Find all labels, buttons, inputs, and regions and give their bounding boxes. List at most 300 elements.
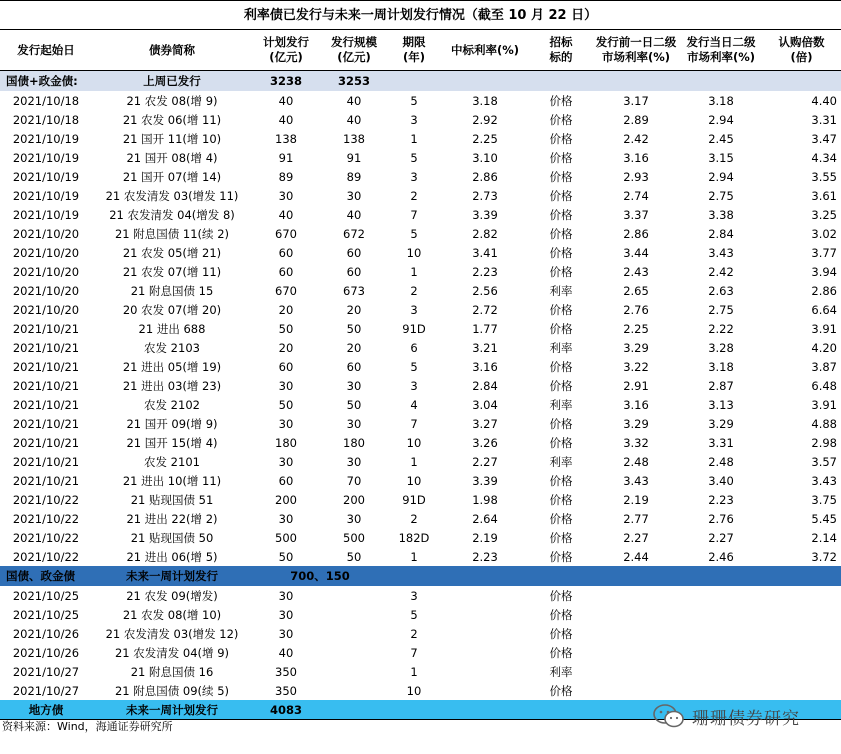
table-cell: 138 bbox=[275, 131, 297, 146]
empty-cell bbox=[680, 624, 762, 643]
table-cell: 21 国开 09(增 9) bbox=[126, 416, 218, 431]
table-cell: 2021/10/25 bbox=[12, 607, 80, 622]
table-cell: 2021/10/21 bbox=[12, 321, 80, 336]
table-cell: 30 bbox=[278, 588, 294, 603]
column-header: 计划发行 (亿元) bbox=[263, 35, 309, 64]
table-row bbox=[0, 586, 841, 605]
table-cell: 3.04 bbox=[472, 397, 498, 412]
table-cell: 21 贴现国债 51 bbox=[130, 492, 214, 507]
table-cell: 40 bbox=[278, 93, 294, 108]
table-cell: 5.45 bbox=[811, 511, 837, 526]
column-header: 发行前一日二级 市场利率(%) bbox=[595, 35, 677, 64]
watermark-text: 珊珊债券研究 bbox=[692, 708, 800, 729]
group-plan-total: 700、150 bbox=[252, 566, 388, 586]
table-cell: 50 bbox=[278, 397, 294, 412]
table-cell: 21 国开 07(增 14) bbox=[122, 169, 222, 184]
table-cell: 2.73 bbox=[472, 188, 498, 203]
table-cell: 21 国开 15(增 4) bbox=[126, 435, 218, 450]
empty-cell bbox=[440, 605, 530, 624]
table-cell: 2.82 bbox=[472, 226, 498, 241]
table-cell: 价格 bbox=[549, 264, 573, 279]
empty-cell bbox=[320, 586, 388, 605]
table-cell: 2.23 bbox=[472, 264, 498, 279]
table-cell: 21 农发 07(增 11) bbox=[122, 264, 222, 279]
table-cell: 农发 2103 bbox=[144, 340, 200, 355]
table-cell: 21 进出 05(增 19) bbox=[122, 359, 222, 374]
table-cell: 3.15 bbox=[708, 150, 734, 165]
table-cell: 2021/10/22 bbox=[12, 549, 80, 564]
empty-cell bbox=[762, 605, 841, 624]
group-sublabel: 未来一周计划发行 bbox=[92, 566, 252, 586]
table-cell: 2021/10/21 bbox=[12, 435, 80, 450]
group-plan-total: 4083 bbox=[252, 700, 320, 720]
table-cell: 2.63 bbox=[708, 283, 734, 298]
table-cell: 2.84 bbox=[708, 226, 734, 241]
table-cell: 2021/10/21 bbox=[12, 397, 80, 412]
table-cell: 2021/10/19 bbox=[12, 169, 80, 184]
table-cell: 40 bbox=[278, 112, 294, 127]
table-cell: 30 bbox=[346, 416, 362, 431]
table-row bbox=[0, 148, 841, 167]
table-cell: 2021/10/18 bbox=[12, 93, 80, 108]
table-cell: 3.16 bbox=[623, 397, 649, 412]
table-cell: 21 附息国债 09(续 5) bbox=[114, 683, 230, 698]
table-cell: 2 bbox=[410, 511, 418, 526]
table-cell: 价格 bbox=[549, 150, 573, 165]
empty-cell bbox=[592, 643, 680, 662]
table-cell: 2021/10/27 bbox=[12, 683, 80, 698]
table-cell: 2.19 bbox=[472, 530, 498, 545]
group-row-planned bbox=[0, 566, 841, 586]
header-row bbox=[0, 30, 841, 71]
empty-cell bbox=[762, 624, 841, 643]
table-cell: 2.27 bbox=[708, 530, 734, 545]
table-cell: 价格 bbox=[549, 416, 573, 431]
table-cell: 3.37 bbox=[623, 207, 649, 222]
empty-cell bbox=[592, 662, 680, 681]
table-cell: 2.19 bbox=[623, 492, 649, 507]
column-header: 债券简称 bbox=[149, 42, 195, 57]
table-cell: 价格 bbox=[549, 321, 573, 336]
table-cell: 2.86 bbox=[811, 283, 837, 298]
table-cell: 60 bbox=[278, 245, 294, 260]
table-cell: 670 bbox=[275, 226, 297, 241]
table-cell: 21 农发 09(增发) bbox=[126, 588, 218, 603]
table-cell: 21 农发 08(增 10) bbox=[122, 607, 222, 622]
table-cell: 3.29 bbox=[708, 416, 734, 431]
empty-cell bbox=[440, 71, 530, 92]
table-cell: 21 农发 08(增 9) bbox=[126, 93, 218, 108]
table-cell: 3.77 bbox=[811, 245, 837, 260]
table-cell: 2021/10/21 bbox=[12, 340, 80, 355]
table-row bbox=[0, 357, 841, 376]
table-cell: 21 贴现国债 50 bbox=[130, 530, 214, 545]
table-cell: 价格 bbox=[549, 683, 573, 698]
table-cell: 价格 bbox=[549, 645, 573, 660]
table-body bbox=[0, 30, 841, 720]
table-cell: 2021/10/20 bbox=[12, 226, 80, 241]
table-row bbox=[0, 643, 841, 662]
table-row bbox=[0, 452, 841, 471]
table-cell: 21 进出 688 bbox=[138, 321, 206, 336]
table-cell: 2.72 bbox=[472, 302, 498, 317]
table-cell: 2.45 bbox=[708, 131, 734, 146]
table-cell: 1.77 bbox=[472, 321, 498, 336]
table-cell: 2021/10/19 bbox=[12, 188, 80, 203]
table-cell: 180 bbox=[275, 435, 297, 450]
table-cell: 4.34 bbox=[811, 150, 837, 165]
table-cell: 2.64 bbox=[472, 511, 498, 526]
table-cell: 30 bbox=[346, 378, 362, 393]
group-label: 地方债 bbox=[0, 700, 92, 720]
table-cell: 2021/10/22 bbox=[12, 492, 80, 507]
table-cell: 利率 bbox=[549, 664, 573, 679]
table-cell: 4.20 bbox=[811, 340, 837, 355]
table-row bbox=[0, 624, 841, 643]
table-cell: 价格 bbox=[549, 607, 573, 622]
table-cell: 5 bbox=[410, 359, 418, 374]
table-cell: 3 bbox=[410, 112, 418, 127]
table-cell: 3.27 bbox=[472, 416, 498, 431]
table-cell: 3.02 bbox=[811, 226, 837, 241]
table-cell: 2 bbox=[410, 626, 418, 641]
empty-cell bbox=[592, 624, 680, 643]
table-row bbox=[0, 300, 841, 319]
table-cell: 价格 bbox=[549, 245, 573, 260]
table-row bbox=[0, 205, 841, 224]
table-cell: 3.13 bbox=[708, 397, 734, 412]
table-cell: 21 国开 08(增 4) bbox=[126, 150, 218, 165]
table-cell: 2021/10/19 bbox=[12, 150, 80, 165]
table-cell: 3.16 bbox=[472, 359, 498, 374]
table-cell: 200 bbox=[275, 492, 297, 507]
group-plan-total: 3238 bbox=[252, 71, 320, 92]
table-cell: 2021/10/20 bbox=[12, 245, 80, 260]
table-cell: 91D bbox=[402, 492, 426, 507]
table-cell: 2021/10/20 bbox=[12, 264, 80, 279]
table-cell: 2.23 bbox=[472, 549, 498, 564]
table-cell: 21 进出 03(增 23) bbox=[122, 378, 222, 393]
table-cell: 500 bbox=[275, 530, 297, 545]
table-cell: 21 农发 05(增 21) bbox=[122, 245, 222, 260]
group-size-total: 3253 bbox=[320, 71, 388, 92]
table-row bbox=[0, 681, 841, 700]
table-cell: 3 bbox=[410, 378, 418, 393]
table-cell: 60 bbox=[278, 264, 294, 279]
table-cell: 价格 bbox=[549, 588, 573, 603]
table-row bbox=[0, 129, 841, 148]
table-cell: 2021/10/26 bbox=[12, 626, 80, 641]
table-row bbox=[0, 395, 841, 414]
table-cell: 3.55 bbox=[811, 169, 837, 184]
table-cell: 21 农发清发 04(增发 8) bbox=[109, 207, 235, 222]
table-cell: 3.94 bbox=[811, 264, 837, 279]
table-cell: 60 bbox=[346, 245, 362, 260]
table-cell: 5 bbox=[410, 607, 418, 622]
wechat-icon bbox=[652, 703, 686, 729]
table-cell: 2.25 bbox=[472, 131, 498, 146]
table-cell: 10 bbox=[406, 435, 422, 450]
table-cell: 2.89 bbox=[623, 112, 649, 127]
column-header: 中标利率(%) bbox=[450, 42, 520, 57]
table-cell: 21 农发清发 03(增发 11) bbox=[105, 188, 239, 203]
table-cell: 2.86 bbox=[623, 226, 649, 241]
table-cell: 10 bbox=[406, 245, 422, 260]
table-cell: 2.48 bbox=[623, 454, 649, 469]
table-cell: 30 bbox=[346, 511, 362, 526]
empty-cell bbox=[320, 605, 388, 624]
empty-cell bbox=[440, 643, 530, 662]
table-cell: 1 bbox=[410, 131, 418, 146]
table-cell: 2021/10/21 bbox=[12, 473, 80, 488]
table-cell: 2021/10/21 bbox=[12, 454, 80, 469]
table-cell: 2.22 bbox=[708, 321, 734, 336]
table-cell: 3.61 bbox=[811, 188, 837, 203]
table-cell: 30 bbox=[346, 454, 362, 469]
table-cell: 2.46 bbox=[708, 549, 734, 564]
table-cell: 2021/10/21 bbox=[12, 416, 80, 431]
table-cell: 10 bbox=[406, 473, 422, 488]
table-cell: 7 bbox=[410, 416, 418, 431]
table-cell: 3.26 bbox=[472, 435, 498, 450]
table-cell: 3.29 bbox=[623, 416, 649, 431]
table-cell: 5 bbox=[410, 93, 418, 108]
group-label: 国债+政金债: bbox=[0, 71, 92, 92]
table-cell: 4 bbox=[410, 397, 418, 412]
table-cell: 673 bbox=[343, 283, 365, 298]
table-cell: 2021/10/21 bbox=[12, 359, 80, 374]
column-header: 发行当日二级 市场利率(%) bbox=[686, 35, 756, 64]
empty-cell bbox=[680, 71, 762, 92]
table-cell: 2.91 bbox=[623, 378, 649, 393]
table-cell: 利率 bbox=[549, 397, 573, 412]
table-cell: 40 bbox=[278, 207, 294, 222]
empty-cell bbox=[680, 681, 762, 700]
table-cell: 6.48 bbox=[811, 378, 837, 393]
table-cell: 91D bbox=[402, 321, 426, 336]
table-cell: 50 bbox=[278, 549, 294, 564]
table-cell: 2 bbox=[410, 188, 418, 203]
source-note: 资料来源：Wind，海通证券研究所 bbox=[2, 720, 173, 733]
table-row bbox=[0, 186, 841, 205]
table-cell: 180 bbox=[343, 435, 365, 450]
table-cell: 60 bbox=[278, 359, 294, 374]
group-sublabel: 未来一周计划发行 bbox=[92, 700, 252, 720]
empty-cell bbox=[320, 662, 388, 681]
table-cell: 30 bbox=[278, 454, 294, 469]
table-cell: 价格 bbox=[549, 626, 573, 641]
table-cell: 价格 bbox=[549, 131, 573, 146]
table-cell: 3.57 bbox=[811, 454, 837, 469]
table-cell: 3.10 bbox=[472, 150, 498, 165]
empty-cell bbox=[592, 605, 680, 624]
empty-cell bbox=[762, 643, 841, 662]
table-row bbox=[0, 91, 841, 110]
table-row bbox=[0, 490, 841, 509]
table-cell: 价格 bbox=[549, 549, 573, 564]
table-cell: 3.38 bbox=[708, 207, 734, 222]
table-cell: 价格 bbox=[549, 93, 573, 108]
table-cell: 2021/10/22 bbox=[12, 511, 80, 526]
group-row-issued bbox=[0, 71, 841, 92]
table-cell: 10 bbox=[406, 683, 422, 698]
table-cell: 6.64 bbox=[811, 302, 837, 317]
table-cell: 21 附息国债 15 bbox=[130, 283, 214, 298]
empty-cell bbox=[440, 586, 530, 605]
table-cell: 2.42 bbox=[708, 264, 734, 279]
table-cell: 3.18 bbox=[472, 93, 498, 108]
table-cell: 21 国开 11(增 10) bbox=[122, 131, 222, 146]
table-cell: 价格 bbox=[549, 207, 573, 222]
table-cell: 30 bbox=[278, 378, 294, 393]
table-cell: 40 bbox=[278, 645, 294, 660]
table-row bbox=[0, 281, 841, 300]
table-cell: 3.75 bbox=[811, 492, 837, 507]
table-cell: 21 附息国债 16 bbox=[130, 664, 214, 679]
table-cell: 利率 bbox=[549, 454, 573, 469]
table-cell: 5 bbox=[410, 226, 418, 241]
table-cell: 2.94 bbox=[708, 112, 734, 127]
table-cell: 2.93 bbox=[623, 169, 649, 184]
empty-cell bbox=[592, 681, 680, 700]
table-cell: 3 bbox=[410, 169, 418, 184]
table-cell: 89 bbox=[278, 169, 294, 184]
table-cell: 20 农发 07(增 20) bbox=[122, 302, 222, 317]
table-cell: 350 bbox=[275, 664, 297, 679]
empty-cell bbox=[592, 566, 680, 586]
table-cell: 3.43 bbox=[708, 245, 734, 260]
table-row bbox=[0, 528, 841, 547]
empty-cell bbox=[680, 566, 762, 586]
table-cell: 2.76 bbox=[708, 511, 734, 526]
table-row bbox=[0, 376, 841, 395]
empty-cell bbox=[530, 71, 592, 92]
empty-cell bbox=[388, 71, 440, 92]
table-cell: 20 bbox=[278, 340, 294, 355]
table-cell: 50 bbox=[346, 321, 362, 336]
table-cell: 21 进出 06(增 5) bbox=[126, 549, 218, 564]
empty-cell bbox=[592, 586, 680, 605]
table-cell: 2021/10/19 bbox=[12, 207, 80, 222]
table-cell: 30 bbox=[278, 607, 294, 622]
table-cell: 7 bbox=[410, 645, 418, 660]
table-cell: 21 农发清发 04(增 9) bbox=[114, 645, 230, 660]
table-title: 利率债已发行与未来一周计划发行情况（截至 10 月 22 日） bbox=[0, 0, 841, 30]
table-cell: 6 bbox=[410, 340, 418, 355]
table-cell: 3.18 bbox=[708, 93, 734, 108]
table-cell: 350 bbox=[275, 683, 297, 698]
empty-cell bbox=[320, 643, 388, 662]
table-cell: 2.86 bbox=[472, 169, 498, 184]
table-cell: 2.94 bbox=[708, 169, 734, 184]
table-cell: 21 附息国债 11(续 2) bbox=[114, 226, 230, 241]
table-cell: 2.77 bbox=[623, 511, 649, 526]
table-cell: 40 bbox=[346, 93, 362, 108]
table-cell: 5 bbox=[410, 150, 418, 165]
table-cell: 2 bbox=[410, 283, 418, 298]
empty-cell bbox=[592, 71, 680, 92]
table-row bbox=[0, 471, 841, 490]
column-header: 认购倍数 (倍) bbox=[778, 35, 825, 64]
empty-cell bbox=[762, 566, 841, 586]
table-cell: 20 bbox=[346, 340, 362, 355]
table-cell: 50 bbox=[346, 549, 362, 564]
empty-cell bbox=[680, 605, 762, 624]
table-cell: 2.74 bbox=[623, 188, 649, 203]
table-cell: 3.18 bbox=[708, 359, 734, 374]
table-cell: 60 bbox=[346, 359, 362, 374]
table-cell: 2.23 bbox=[708, 492, 734, 507]
table-cell: 4.40 bbox=[811, 93, 837, 108]
table-cell: 91 bbox=[346, 150, 362, 165]
column-header: 招标 标的 bbox=[549, 35, 573, 64]
table-cell: 89 bbox=[346, 169, 362, 184]
table-row bbox=[0, 262, 841, 281]
table-cell: 1 bbox=[410, 454, 418, 469]
table-cell: 3.47 bbox=[811, 131, 837, 146]
table-cell: 138 bbox=[343, 131, 365, 146]
empty-cell bbox=[762, 586, 841, 605]
table-cell: 2.25 bbox=[623, 321, 649, 336]
table-cell: 20 bbox=[278, 302, 294, 317]
table-cell: 3.43 bbox=[811, 473, 837, 488]
table-cell: 3.21 bbox=[472, 340, 498, 355]
table-cell: 1 bbox=[410, 549, 418, 564]
table-cell: 2021/10/21 bbox=[12, 378, 80, 393]
bond-issuance-table bbox=[0, 30, 841, 720]
table-cell: 50 bbox=[346, 397, 362, 412]
table-cell: 3.72 bbox=[811, 549, 837, 564]
table-cell: 4.88 bbox=[811, 416, 837, 431]
column-header: 期限 (年) bbox=[402, 35, 426, 64]
table-cell: 30 bbox=[346, 188, 362, 203]
table-cell: 价格 bbox=[549, 226, 573, 241]
table-cell: 价格 bbox=[549, 435, 573, 450]
table-cell: 21 进出 10(增 11) bbox=[122, 473, 222, 488]
table-row bbox=[0, 547, 841, 566]
table-cell: 2.27 bbox=[472, 454, 498, 469]
table-cell: 2021/10/25 bbox=[12, 588, 80, 603]
table-cell: 利率 bbox=[549, 340, 573, 355]
table-cell: 3.40 bbox=[708, 473, 734, 488]
table-cell: 2.43 bbox=[623, 264, 649, 279]
table-cell: 3 bbox=[410, 302, 418, 317]
empty-cell bbox=[680, 643, 762, 662]
table-cell: 3.43 bbox=[623, 473, 649, 488]
table-cell: 2.56 bbox=[472, 283, 498, 298]
table-row bbox=[0, 414, 841, 433]
empty-cell bbox=[762, 681, 841, 700]
table-cell: 3.91 bbox=[811, 321, 837, 336]
table-cell: 3.39 bbox=[472, 207, 498, 222]
table-row bbox=[0, 338, 841, 357]
table-cell: 3.31 bbox=[811, 112, 837, 127]
table-cell: 3.22 bbox=[623, 359, 649, 374]
table-cell: 3.29 bbox=[623, 340, 649, 355]
table-cell: 价格 bbox=[549, 473, 573, 488]
table-cell: 672 bbox=[343, 226, 365, 241]
table-cell: 农发 2101 bbox=[144, 454, 200, 469]
table-cell: 3.91 bbox=[811, 397, 837, 412]
table-cell: 60 bbox=[346, 264, 362, 279]
table-cell: 利率 bbox=[549, 283, 573, 298]
table-cell: 2.76 bbox=[623, 302, 649, 317]
table-cell: 3.41 bbox=[472, 245, 498, 260]
empty-cell bbox=[440, 624, 530, 643]
table-cell: 价格 bbox=[549, 511, 573, 526]
empty-cell bbox=[320, 681, 388, 700]
table-cell: 500 bbox=[343, 530, 365, 545]
